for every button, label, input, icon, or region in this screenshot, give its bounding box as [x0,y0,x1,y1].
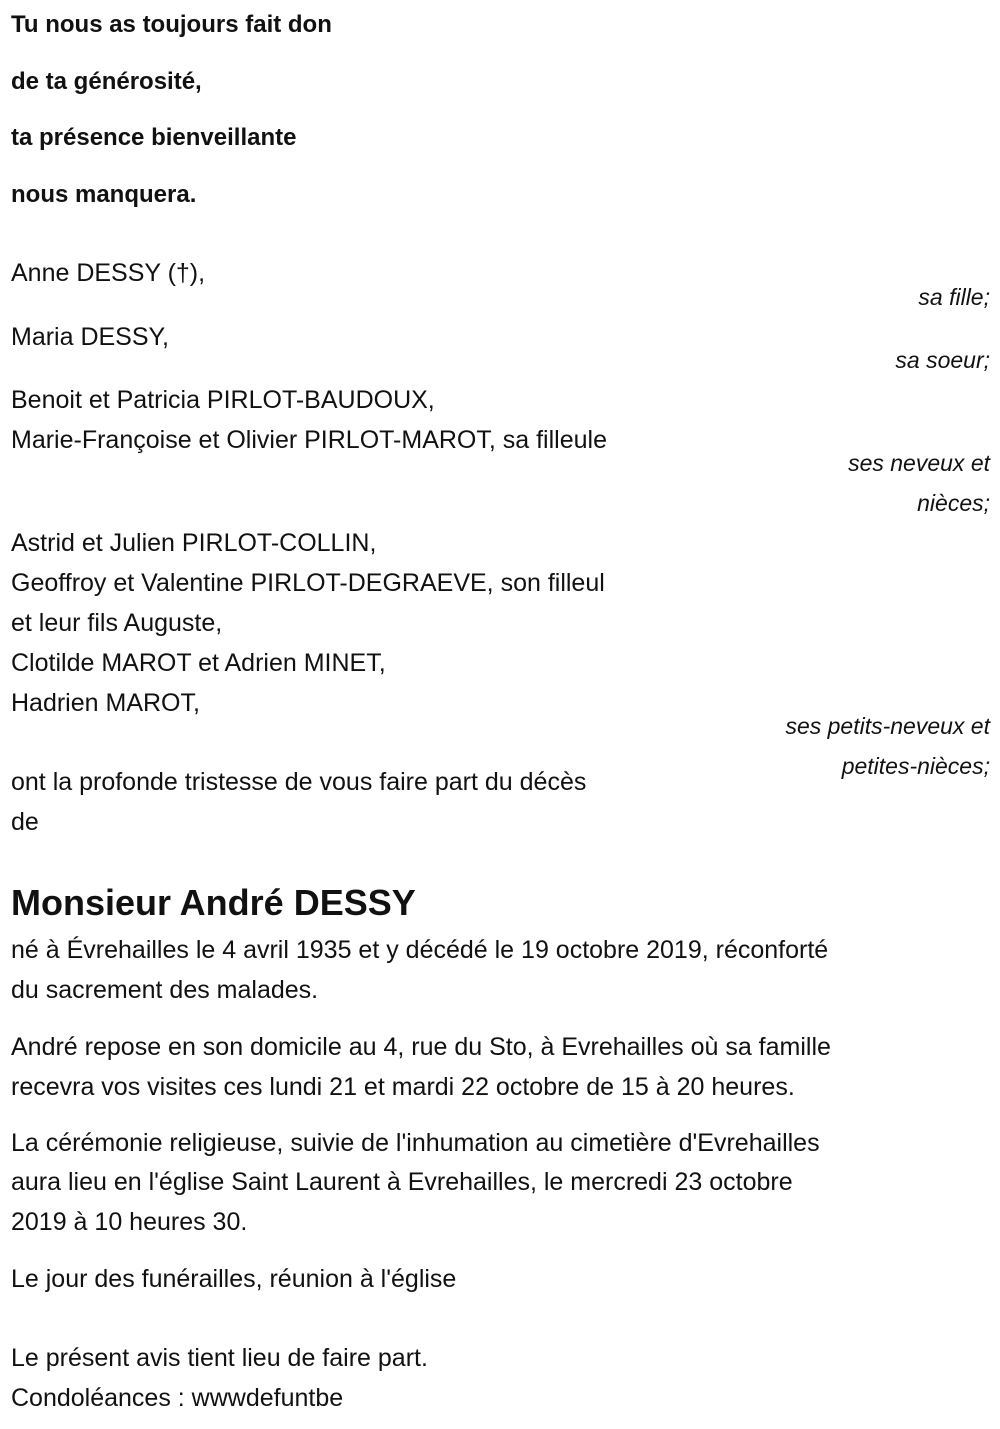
family-relation: ses petits-neveux et [785,713,990,739]
family-name: et leur fils Auguste, [11,609,223,637]
announcement-line: de [11,808,39,836]
paragraph-line: André repose en son domicile au 4, rue du Sto, à Evrehailles où sa famille [11,1033,831,1061]
family-relation: ses neveux et [848,450,990,476]
paragraph-line: Le jour des funérailles, réunion à l'église [11,1265,457,1293]
family-relation: sa fille; [918,284,990,310]
footer-line: Le présent avis tient lieu de faire part. [11,1344,428,1372]
paragraph-line: du sacrement des malades. [11,976,319,1004]
poem-line: Tu nous as toujours fait don [11,11,332,38]
poem-line: nous manquera. [11,181,197,208]
poem-line: de ta générosité, [11,68,202,95]
family-name: Clotilde MAROT et Adrien MINET, [11,649,386,677]
poem-line: ta présence bienveillante [11,124,297,151]
family-name: Hadrien MAROT, [11,689,200,717]
family-relation: petites-nièces; [841,753,990,779]
deceased-name: Monsieur André DESSY [11,882,416,923]
family-name: Geoffroy et Valentine PIRLOT-DEGRAEVE, son filleul [11,569,605,597]
family-name: Marie-Françoise et Olivier PIRLOT-MAROT, sa filleule [11,426,607,454]
family-name: Benoit et Patricia PIRLOT-BAUDOUX, [11,386,435,414]
paragraph-line: aura lieu en l'église Saint Laurent à Evrehailles, le mercredi 23 octobre [11,1168,793,1196]
paragraph-line: recevra vos visites ces lundi 21 et mardi 22 octobre de 15 à 20 heures. [11,1073,795,1101]
paragraph-line: né à Évrehailles le 4 avril 1935 et y décédé le 19 octobre 2019, réconforté [11,936,829,964]
family-name: Astrid et Julien PIRLOT-COLLIN, [11,529,377,557]
condolences-line: Condoléances : wwwdefuntbe [11,1384,344,1412]
family-name: Anne DESSY (†), [11,259,206,287]
family-name: Maria DESSY, [11,323,169,351]
family-relation: sa soeur; [895,347,990,373]
paragraph-line: 2019 à 10 heures 30. [11,1208,248,1236]
announcement-line: ont la profonde tristesse de vous faire part du décès [11,768,587,796]
paragraph-line: La cérémonie religieuse, suivie de l'inhumation au cimetière d'Evrehailles [11,1129,820,1157]
family-relation: nièces; [917,490,990,516]
